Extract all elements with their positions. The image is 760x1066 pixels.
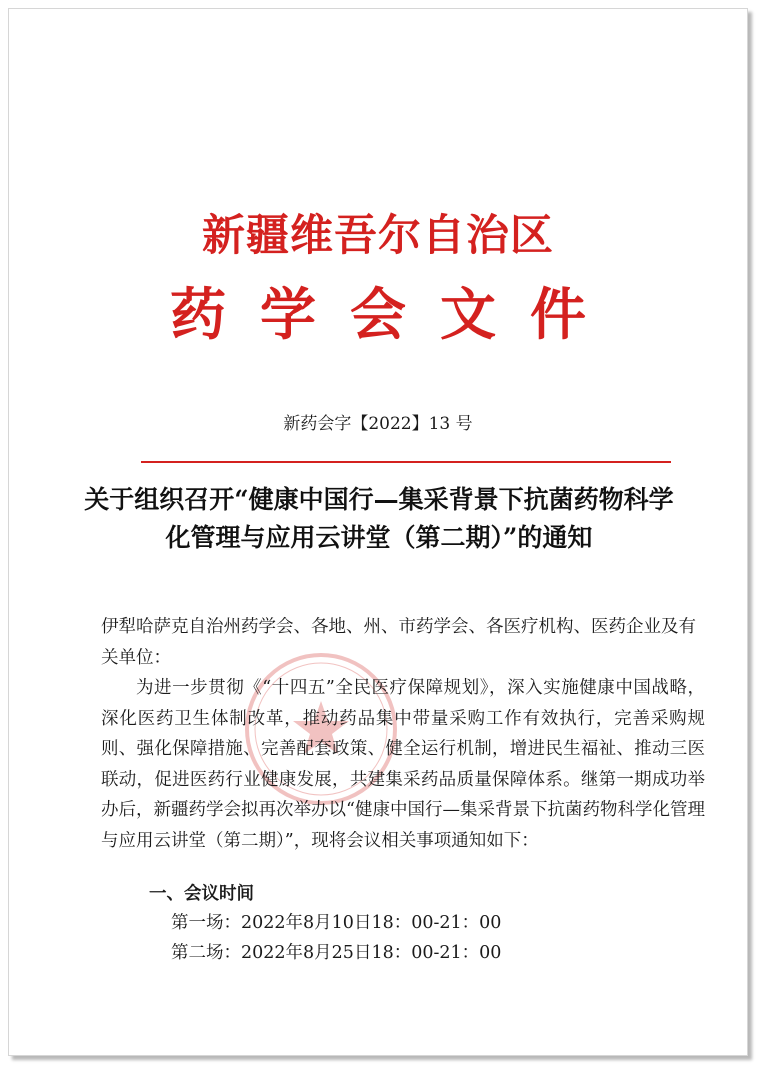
meeting-session-2: 第二场：2022年8月25日18：00-21：00 xyxy=(171,943,502,963)
body-paragraph: 为进一步贯彻《“十四五”全民医疗保障规划》，深入实施健康中国战略，深化医药卫生体制改革，推动药品集中带量采购工作有效执行，完善采购规则、强化保障措施、完善配套政策、健全运行机制，增进民生福祉、推动三医联动，促进医药行业健康发展，共建集采药品质量保障体系。继第一期成功举办后，新疆药学会拟再次举办以“健康中国行—集采背景下抗菌药物科学化管理与应用云讲堂（第二期）”，现将会议相关事项通知如下： xyxy=(101,678,705,851)
document-page xyxy=(8,8,748,1056)
red-divider-line xyxy=(141,461,671,463)
issuer-name: 新疆维吾尔自治区 xyxy=(202,211,554,261)
document-number: 新药会字【2022】13 号 xyxy=(283,414,473,434)
section-heading-meeting-time: 一、会议时间 xyxy=(149,884,254,904)
recipients-line: 伊犁哈萨克自治州药学会、各地、州、市药学会、各医疗机构、医药企业及有关单位： xyxy=(101,617,696,668)
notice-title: 关于组织召开“健康中国行—集采背景下抗菌药物科学化管理与应用云讲堂（第二期）”的通知 xyxy=(84,485,674,552)
meeting-session-1: 第一场：2022年8月10日18：00-21：00 xyxy=(171,913,502,933)
document-type-heading: 药学会文件 xyxy=(170,282,620,348)
